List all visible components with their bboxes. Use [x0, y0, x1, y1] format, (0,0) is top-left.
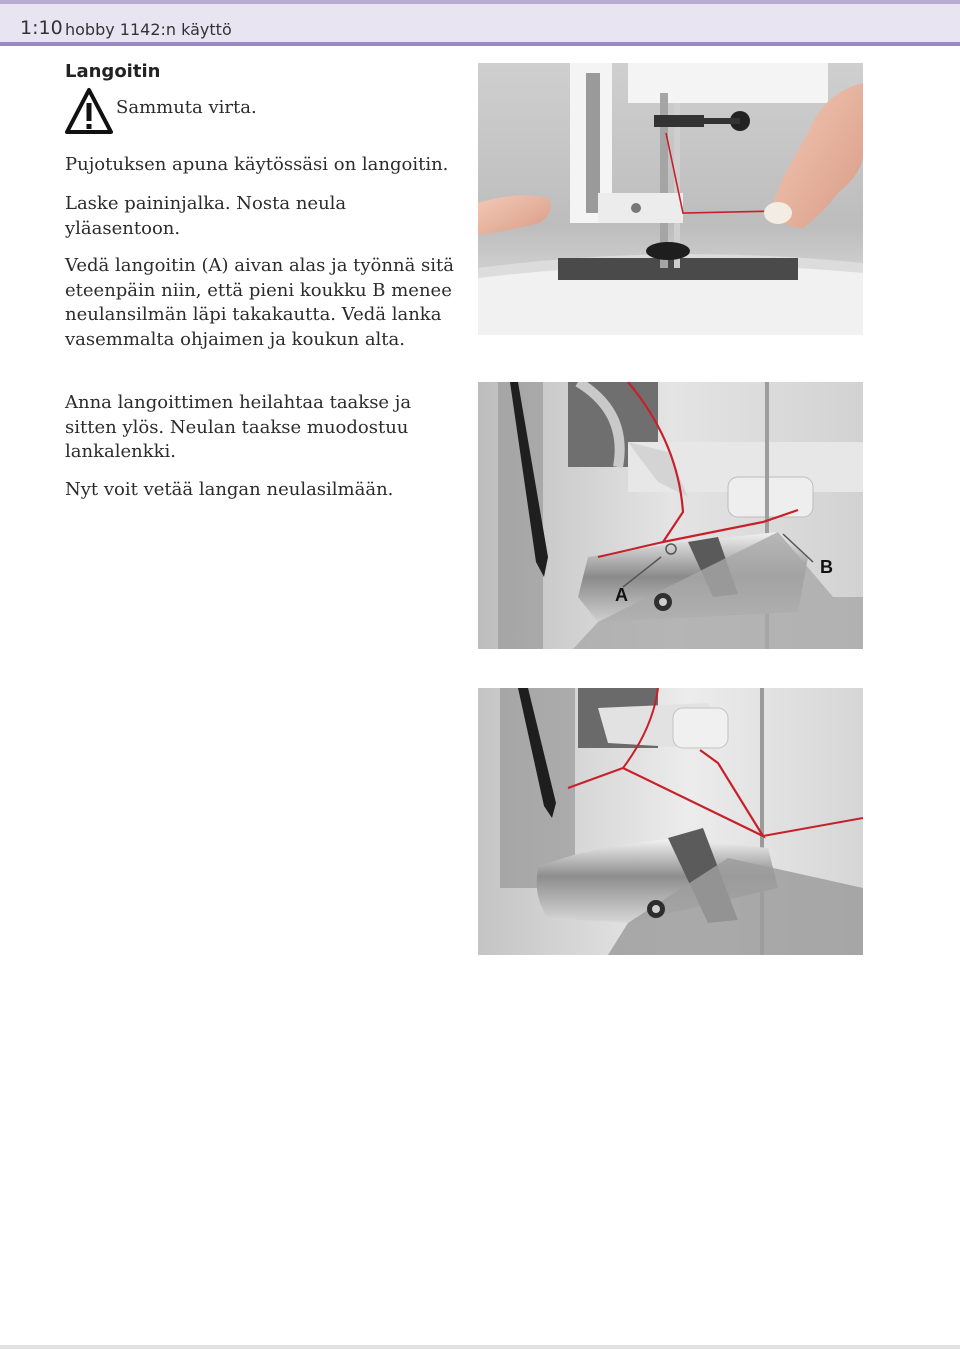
paragraph-step-2: Vedä langoitin (A) aivan alas ja työnnä sitä eteenpäin niin, että pieni koukku B menee neulansilmän läpi takakautta. Vedä lanka vasemmalta ohjaimen ja koukun alta.: [65, 255, 454, 350]
page-number: 1:10: [20, 17, 63, 39]
photo-threading-hands: [478, 63, 863, 335]
paragraph-step-4: Nyt voit vetää langan neulasilmään.: [65, 479, 394, 500]
paragraph-intro: Pujotuksen apuna käytössäsi on langoitin.: [65, 154, 449, 175]
photo-thread-loop: [478, 688, 863, 955]
section-title: Langoitin: [65, 61, 161, 82]
bottom-rule: [0, 1345, 960, 1349]
label-threader-a: A: [615, 585, 628, 605]
page-header: [0, 0, 960, 46]
photo-threader-closeup: [478, 382, 863, 649]
label-hook-b: B: [820, 557, 833, 577]
paragraph-step-3: Anna langoittimen heilahtaa taakse ja sitten ylös. Neulan taakse muodostuu lankalenkki.: [65, 392, 412, 462]
paragraph-step-1: Laske paininjalka. Nosta neula yläasentoon.: [65, 193, 347, 239]
warning-text: Sammuta virta.: [116, 97, 257, 118]
manual-title: hobby 1142:n käyttö: [65, 20, 232, 39]
warning-triangle-icon: [64, 87, 114, 135]
